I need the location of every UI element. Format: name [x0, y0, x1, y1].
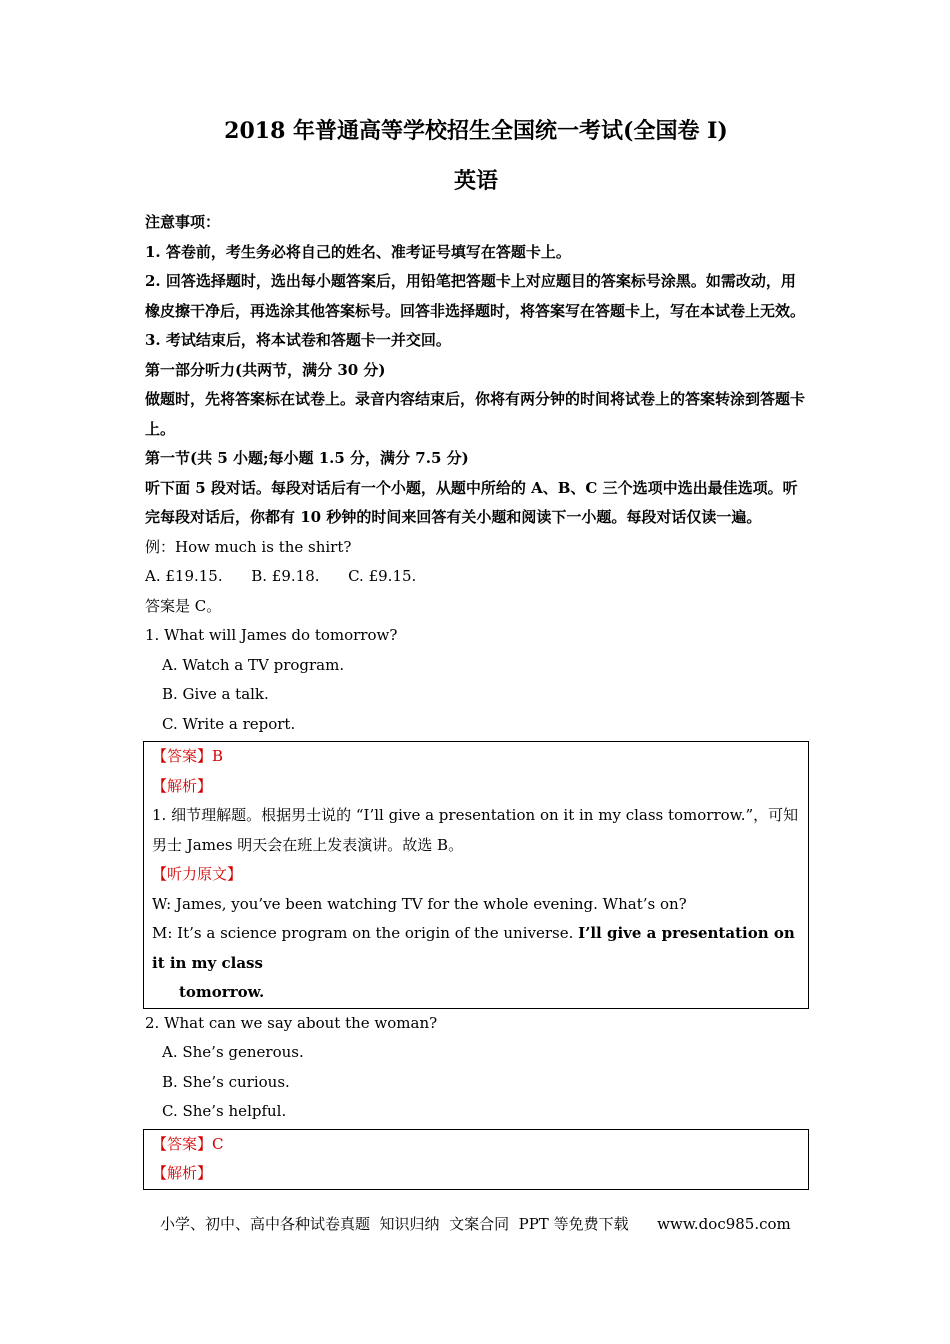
q1-option-a: A. Watch a TV program.: [162, 655, 345, 674]
q2-answer: 【答案】C: [152, 1134, 224, 1153]
note-item: 2. 回答选择题时，选出每小题答案后，用铅笔把答题卡上对应题目的答案标号涂黑。如需改动，用橡皮擦干净后，再选涂其他答案标号。回答非选择题时，将答案写在答题卡上，写在本试卷上无效。: [145, 272, 806, 320]
q1-answer: 【答案】B: [152, 747, 224, 765]
section1-heading: 第一节(共 5 小题;每小题 1.5 分，满分 7.5 分): [145, 449, 469, 467]
q2-analysis-label: 【解析】: [152, 1164, 213, 1182]
document-page: [145, 112, 807, 1190]
note-item: 1. 答卷前，考生务必将自己的姓名、准考证号填写在答题卡上。: [145, 242, 571, 261]
exam-title: 2018 年普通高等学校招生全国统一考试(全国卷 I): [224, 118, 728, 144]
q1-analysis-label: 【解析】: [152, 776, 213, 795]
q1-analysis: 1. 细节理解题。根据男士说的 “I’ll give a presentation on it in my class tomorrow.”，可知男士 James 明天会在班上发表演讲。故选 B。: [152, 806, 799, 854]
q2-answer-box: [143, 1129, 809, 1190]
q2-option-b: B. She’s curious.: [162, 1072, 290, 1091]
q1-option-b: B. Give a talk.: [162, 685, 269, 703]
question-1: 1. What will James do tomorrow?: [145, 626, 398, 644]
q1-transcript-m: [152, 919, 800, 978]
q1-transcript-m-key-cont: tomorrow.: [179, 983, 265, 1001]
exam-subject: 英语: [453, 168, 498, 194]
part1-heading: 第一部分听力(共两节，满分 30 分): [145, 360, 386, 379]
example-question: 例：How much is the shirt?: [145, 537, 352, 556]
q1-transcript-label: 【听力原文】: [152, 865, 243, 883]
q1-transcript-w: W: James, you’ve been watching TV for the whole evening. What’s on?: [152, 894, 687, 913]
q1-transcript-m-key: I’ll give a presentation on it in my class: [152, 924, 795, 972]
q1-answer-box: [143, 741, 809, 1009]
example-answer: 答案是 C。: [145, 596, 222, 615]
example-options: A. £19.15. B. £9.18. C. £9.15.: [145, 567, 417, 585]
q2-option-a: A. She’s generous.: [162, 1043, 304, 1061]
q1-transcript-m-text: M: It’s a science program on the origin of the universe.: [152, 924, 579, 942]
question-2: 2. What can we say about the woman?: [145, 1013, 438, 1032]
q2-option-c: C. She’s helpful.: [162, 1102, 287, 1120]
section1-instruction: 听下面 5 段对话。每段对话后有一个小题，从题中所给的 A、B、C 三个选项中选出最佳选项。听完每段对话后，你都有 10 秒钟的时间来回答有关小题和阅读下一小题。每段对话仅读一遍。: [145, 478, 798, 526]
q1-option-c: C. Write a report.: [162, 714, 296, 733]
page-footer: 小学、初中、高中各种试卷真题 知识归纳 文案合同 PPT 等免费下载 www.doc985.com: [160, 1215, 791, 1233]
notes-heading: 注意事项：: [145, 213, 221, 231]
note-item: 3. 考试结束后，将本试卷和答题卡一并交回。: [145, 331, 451, 349]
part1-instruction: 做题时，先将答案标在试卷上。录音内容结束后，你将有两分钟的时间将试卷上的答案转涂到答题卡上。: [145, 390, 806, 438]
